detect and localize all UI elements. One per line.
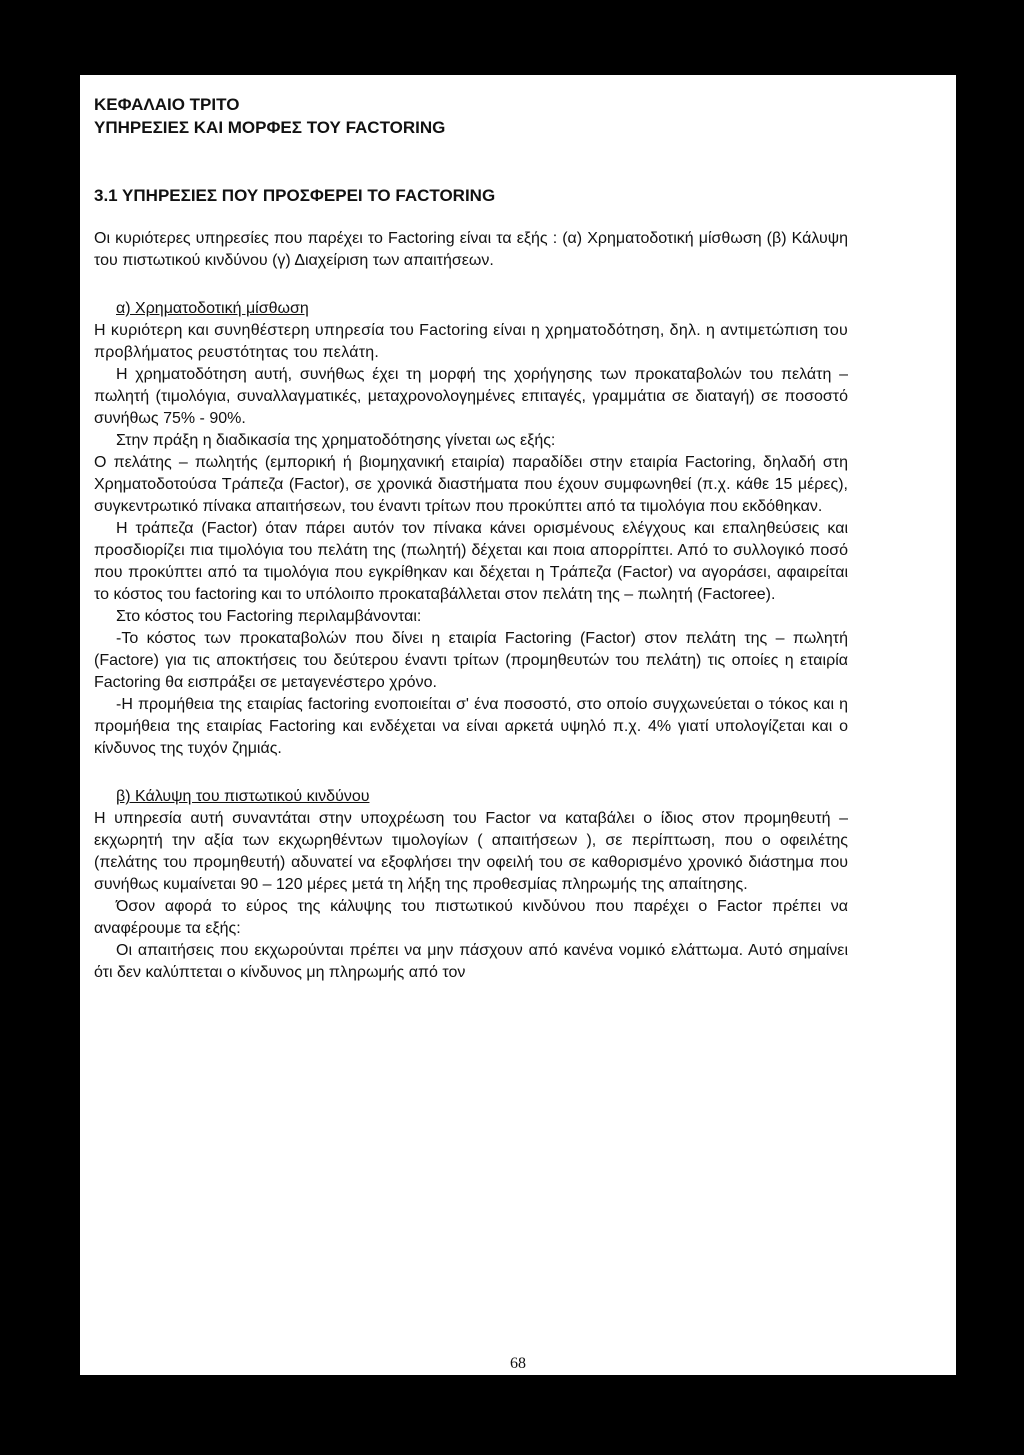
paragraph: Στο κόστος του Factoring περιλαμβάνονται: — [116, 608, 422, 625]
subsection-a-title: α) Χρηματοδοτική μίσθωση — [116, 300, 309, 317]
paragraph: Όσον αφορά το εύρος της κάλυψης του πιστωτικού κινδύνου που παρέχει ο Factor πρέπει να αναφέρουμε τα εξής: — [94, 898, 848, 937]
paragraph: Οι απαιτήσεις που εκχωρούνται πρέπει να μην πάσχουν από κανένα νομικό ελάττωμα. Αυτό σημαίνει ότι δεν καλύπτεται ο κίνδυνος μη πληρωμής από τον — [94, 942, 848, 981]
paragraph: Η κυριότερη και συνηθέστερη υπηρεσία του Factoring είναι η χρηματοδότηση, δηλ. η αντιμετώπιση του προβλήματος ρευστότητας του πελάτη. — [94, 322, 848, 361]
paragraph: Η υπηρεσία αυτή συναντάται στην υποχρέωση του Factor να καταβάλει ο ίδιος στον προμηθευτή – εκχωρητή την αξία των εκχωρηθέντων τιμολογίων ( απαιτήσεων ), σε περίπτωση, που ο οφειλέτης (πελάτης του προμηθευτή) αδυνατεί να εξοφλήσει την οφειλή του σε καθορισμένο χρονικό διάστημα που συνήθως κυμαίνεται 90 – 120 μέρες μετά τη λήξη της προθεσμίας πληρωμής της απαίτησης. — [94, 810, 848, 893]
page-content — [94, 93, 848, 984]
document-page — [80, 75, 956, 1375]
paragraph: Ο πελάτης – πωλητής (εμπορική ή βιομηχανική εταιρία) παραδίδει στην εταιρία Factoring, δηλαδή στη Χρηματοδοτούσα Τράπεζα (Factor), σε χρονικά διαστήματα που έχουν συμφωνηθεί (π.χ. κάθε 15 μέρες), συγκεντρωτικό πίνακα απαιτήσεων, του έναντι τρίτων που προκύπτει από τα τιμολόγια που εκδόθηκαν. — [94, 454, 848, 515]
paragraph: -Η προμήθεια της εταιρίας factoring ενοποιείται σ' ένα ποσοστό, στο οποίο συγχωνεύεται ο τόκος και η προμήθεια της εταιρίας Factoring και ενδέχεται να είναι αρκετά υψηλό π.χ. 4% γιατί υπολογίζεται και ο κίνδυνος της τυχόν ζημιάς. — [94, 696, 848, 757]
chapter-title: ΥΠΗΡΕΣΙΕΣ ΚΑΙ ΜΟΡΦΕΣ ΤΟΥ FACTORING — [94, 118, 446, 137]
paragraph: Η χρηματοδότηση αυτή, συνήθως έχει τη μορφή της χορήγησης των προκαταβολών του πελάτη – πωλητή (τιμολόγια, συναλλαγματικές, μεταχρονολογημένες επιταγές, γραμμάτια σε διαταγή) σε ποσοστό συνήθως 75% - 90%. — [94, 366, 848, 427]
chapter-label: ΚΕΦΑΛΑΙΟ ΤΡΙΤΟ — [94, 95, 240, 114]
page-number: 68 — [510, 1355, 526, 1372]
paragraph: Η τράπεζα (Factor) όταν πάρει αυτόν τον πίνακα κάνει ορισμένους ελέγχους και επαληθεύσεις και προσδιορίζει πια τιμολόγια του πελάτη της (πωλητή) δέχεται και ποια απορρίπτει. Από το συλλογικό ποσό που προκύπτει από τα τιμολόγια που εγκρίθηκαν και δέχεται η Τράπεζα (Factor) να αγοράσει, αφαιρείται το κόστος του factoring και το υπόλοιπο προκαταβάλλεται στον πελάτη της – πωλητή (Factoree). — [94, 520, 848, 603]
subsection-b-title: β) Κάλυψη του πιστωτικού κινδύνου — [116, 788, 370, 805]
paragraph: -Το κόστος των προκαταβολών που δίνει η εταιρία Factoring (Factor) στον πελάτη της – πωλητή (Factore) για τις αποκτήσεις του δεύτερου έναντι τρίτων (προμηθευτών του πελάτη) τις οποίες η εταιρία Factoring θα εισπράξει σε μεταγενέστερο χρόνο. — [94, 630, 848, 691]
section-heading: 3.1 ΥΠΗΡΕΣΙΕΣ ΠΟΥ ΠΡΟΣΦΕΡΕΙ ΤΟ FACTORING — [94, 186, 496, 205]
intro-paragraph: Οι κυριότερες υπηρεσίες που παρέχει το Factoring είναι τα εξής : (α) Χρηματοδοτική μίσθωση (β) Κάλυψη του πιστωτικού κινδύνου (γ) Διαχείριση των απαιτήσεων. — [94, 230, 848, 269]
paragraph: Στην πράξη η διαδικασία της χρηματοδότησης γίνεται ως εξής: — [116, 432, 556, 449]
